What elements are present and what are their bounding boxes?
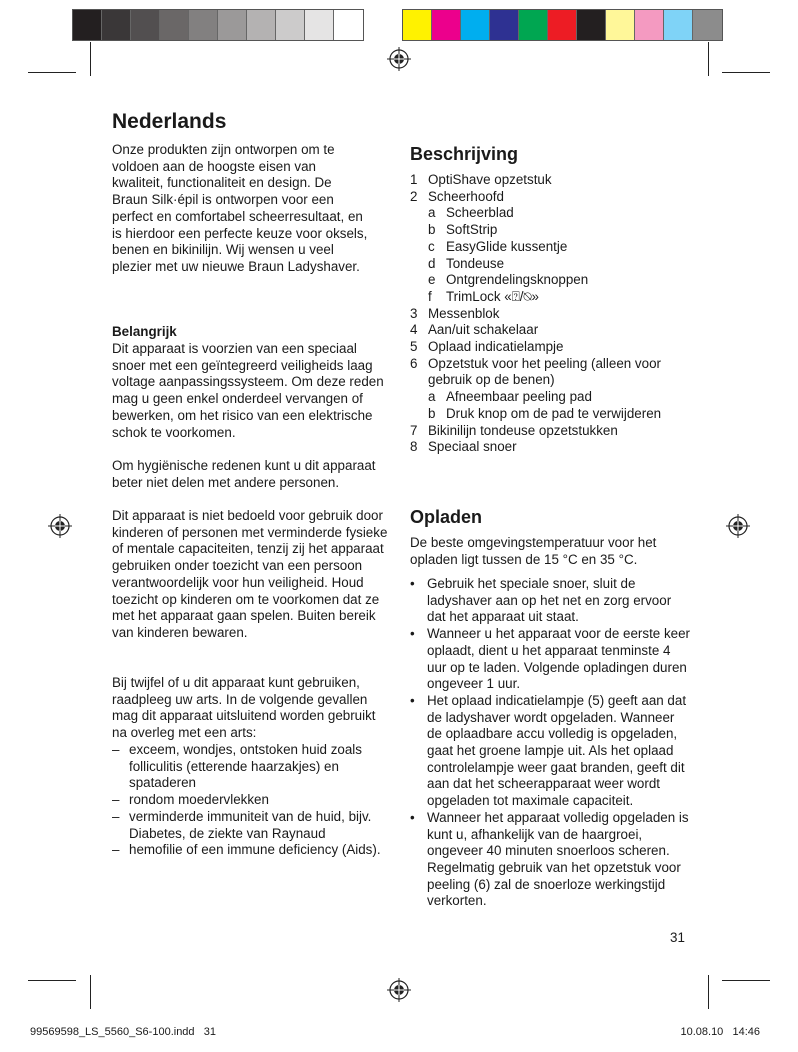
crop-mark: [28, 72, 76, 73]
gray-swatch: [334, 10, 363, 40]
process-color-swatch: [606, 10, 635, 40]
registration-mark-icon: [48, 514, 72, 538]
list-item-label: Afneembaar peeling pad: [446, 389, 592, 405]
list-item-number: b: [428, 405, 436, 421]
list-item: [410, 256, 690, 273]
list-item: [410, 693, 690, 810]
charging-intro: De beste omgevingstemperatuur voor het opladen ligt tussen de 15 °C en 35 °C.: [410, 535, 657, 567]
crop-mark: [708, 975, 709, 1009]
list-item-number: 2: [410, 188, 418, 204]
list-item-label: Aan/uit schakelaar: [428, 322, 539, 338]
dash-icon: –: [112, 808, 120, 824]
footer-file-info: 99569598_LS_5560_S6-100.indd 31: [30, 1026, 216, 1038]
gray-swatch: [189, 10, 218, 40]
list-item-label: Wanneer het apparaat volledig opgeladen is kunt u, afhankelijk van de haargroei, ongeveer 40 minuten snoerloos scheren. Regelmatig gebruik van het opzetstuk voor peeling (6) zal de snoerloze werkingstijd verkorten.: [427, 809, 689, 909]
bullet-icon: •: [410, 692, 415, 708]
list-item-label: Scheerhoofd: [428, 188, 504, 204]
list-item-number: 3: [410, 305, 418, 321]
safety-paragraph-3: Dit apparaat is niet bedoeld voor gebruik door kinderen of personen met verminderde fysieke of mentale capaciteiten, tenzij zij het apparaat gebruiken onder toezicht van een persoon verantwoordelijk voor hun veiligheid. Houd toezicht op kinderen om te voorkomen dat ze met het apparaat gaan spelen. Buiten bereik van kinderen bewaren.: [112, 508, 388, 640]
gray-swatch: [102, 10, 131, 40]
process-color-swatch: [519, 10, 548, 40]
parts-list: [410, 172, 690, 456]
description-heading: Beschrijving: [410, 144, 519, 164]
list-item-number: 5: [410, 339, 418, 355]
crop-mark: [90, 975, 91, 1009]
safety-paragraph-1: Dit apparaat is voorzien van een speciaal snoer met een geïntegreerd veiligheids laag voltage aanpassingssysteem. Om deze reden mag u geen enkel onderdeel vervangen of bewerken, om het risico van een elektrische schok te voorkomen.: [112, 341, 384, 440]
crop-mark: [722, 72, 770, 73]
list-item: [410, 439, 690, 456]
gray-swatch: [131, 10, 160, 40]
list-item-label: Het oplaad indicatielampje (5) geeft aan dat de ladyshaver wordt opgeladen. Wanneer de oplaadbare accu volledig is opgeladen, gaat het groene lampje uit. Als het oplaad controlelampje weer gaat branden, geeft dit aan dat het scheerapparaat weer wordt opgeladen tot maximale capaciteit.: [427, 692, 687, 809]
process-color-swatch: [693, 10, 722, 40]
list-item: [410, 626, 690, 693]
process-color-swatch: [461, 10, 490, 40]
charging-heading: Opladen: [410, 507, 483, 527]
crop-mark: [722, 980, 770, 981]
list-item-number: a: [428, 205, 436, 221]
dash-icon: –: [112, 842, 120, 858]
list-item-number: f: [428, 288, 432, 304]
crop-mark: [28, 980, 76, 981]
bullet-icon: •: [410, 576, 415, 591]
list-item: [410, 356, 690, 389]
list-item: [410, 406, 690, 423]
intro-paragraph: Onze produkten zijn ontworpen om te voldoen aan de hoogste eisen van kwaliteit, functionaliteit en design. De Braun Silk·épil is ontworpen voor een perfect en comfortabel scheerresultaat, en is hierdoor een perfecte keuze voor oksels, benen en bikinilijn. Wij wensen u veel plezier met uw nieuwe Braun Ladyshaver.: [112, 142, 368, 274]
list-item-label: verminderde immuniteit van de huid, bijv. Diabetes, de ziekte van Raynaud: [129, 808, 372, 841]
important-heading: Belangrijk: [112, 324, 177, 339]
list-item-label: EasyGlide kussentje: [446, 238, 568, 254]
list-item-number: b: [428, 222, 436, 238]
bullet-icon: •: [410, 809, 415, 825]
list-item-number: 6: [410, 355, 418, 371]
process-color-bar: [402, 9, 723, 41]
list-item-number: e: [428, 272, 436, 288]
list-item-label: hemofilie of een immune deficiency (Aids).: [129, 842, 381, 858]
process-color-swatch: [490, 10, 519, 40]
list-item-label: Scheerblad: [446, 205, 514, 221]
list-item-label: Tondeuse: [446, 255, 505, 271]
list-item: [410, 306, 690, 323]
list-item: [112, 742, 390, 792]
footer-timestamp: 10.08.10 14:46: [680, 1026, 760, 1038]
list-item: [112, 842, 390, 859]
process-color-swatch: [664, 10, 693, 40]
process-color-swatch: [432, 10, 461, 40]
list-item: [410, 222, 690, 239]
dash-icon: –: [112, 742, 120, 757]
list-item: [410, 272, 690, 289]
list-item-label: Speciaal snoer: [428, 439, 517, 455]
list-item: [410, 389, 690, 406]
registration-mark-icon: [726, 514, 750, 538]
list-item-label: Druk knop om de pad te verwijderen: [446, 405, 662, 421]
list-item-number: 1: [410, 172, 418, 187]
safety-paragraph-2: Om hygiënische redenen kunt u dit apparaat beter niet delen met andere personen.: [112, 458, 376, 490]
list-item: [410, 339, 690, 356]
list-item: [410, 239, 690, 256]
process-color-swatch: [403, 10, 432, 40]
conditions-list: [112, 742, 390, 859]
list-item: [410, 189, 690, 206]
list-item-label: Ontgrendelingsknoppen: [446, 272, 589, 288]
gray-swatch: [247, 10, 276, 40]
list-item-label: Bikinilijn tondeuse opzetstukken: [428, 422, 618, 438]
list-item: [112, 792, 390, 809]
list-item-label: Oplaad indicatielampje: [428, 339, 564, 355]
safety-paragraph-4: Bij twijfel of u dit apparaat kunt gebruiken, raadpleeg uw arts. In de volgende gevallen mag dit apparaat uitsluitend worden gebruikt na overleg met een arts:: [112, 675, 376, 741]
page-number: 31: [670, 930, 685, 945]
crop-mark: [708, 42, 709, 76]
list-item-label: Messenblok: [428, 305, 500, 321]
list-item: [410, 810, 690, 910]
gray-swatch: [160, 10, 189, 40]
list-item-label: Gebruik het speciale snoer, sluit de ladyshaver aan op het net en zorg ervoor dat het apparaat uit staat.: [427, 576, 672, 625]
dash-icon: –: [112, 792, 120, 808]
process-color-swatch: [548, 10, 577, 40]
list-item: [410, 205, 690, 222]
list-item-label: TrimLock «⍰/⍉»: [446, 288, 539, 304]
list-item-number: 7: [410, 422, 418, 438]
list-item: [410, 576, 690, 626]
gray-swatch: [73, 10, 102, 40]
process-color-swatch: [577, 10, 606, 40]
list-item-label: SoftStrip: [446, 222, 498, 238]
list-item-label: rondom moedervlekken: [129, 792, 269, 808]
charging-bullets: [410, 576, 690, 910]
list-item-label: Opzetstuk voor het peeling (alleen voor gebruik op de benen): [428, 355, 661, 388]
list-item: [410, 423, 690, 440]
registration-mark-icon: [387, 47, 411, 71]
list-item: [410, 322, 690, 339]
crop-mark: [90, 42, 91, 76]
gray-swatch: [276, 10, 305, 40]
list-item: [410, 289, 690, 306]
list-item-number: c: [428, 238, 435, 254]
list-item: [112, 809, 390, 842]
list-item: [410, 172, 690, 189]
list-item-label: Wanneer u het apparaat voor de eerste keer oplaadt, dient u het apparaat tenminste 4 uur op te laden. Volgende opladingen duren ongeveer 1 uur.: [427, 626, 691, 692]
registration-mark-icon: [387, 978, 411, 1002]
list-item-number: a: [428, 389, 436, 405]
gray-swatch: [305, 10, 334, 40]
list-item-number: 4: [410, 322, 418, 338]
list-item-number: d: [428, 255, 436, 271]
page-title: Nederlands: [112, 110, 227, 133]
gray-swatch: [218, 10, 247, 40]
list-item-label: OptiShave opzetstuk: [428, 172, 552, 187]
gray-color-bar: [72, 9, 364, 41]
process-color-swatch: [635, 10, 664, 40]
list-item-label: exceem, wondjes, ontstoken huid zoals folliculitis (etterende haarzakjes) en spataderen: [129, 742, 362, 791]
bullet-icon: •: [410, 626, 415, 642]
list-item-number: 8: [410, 439, 418, 455]
